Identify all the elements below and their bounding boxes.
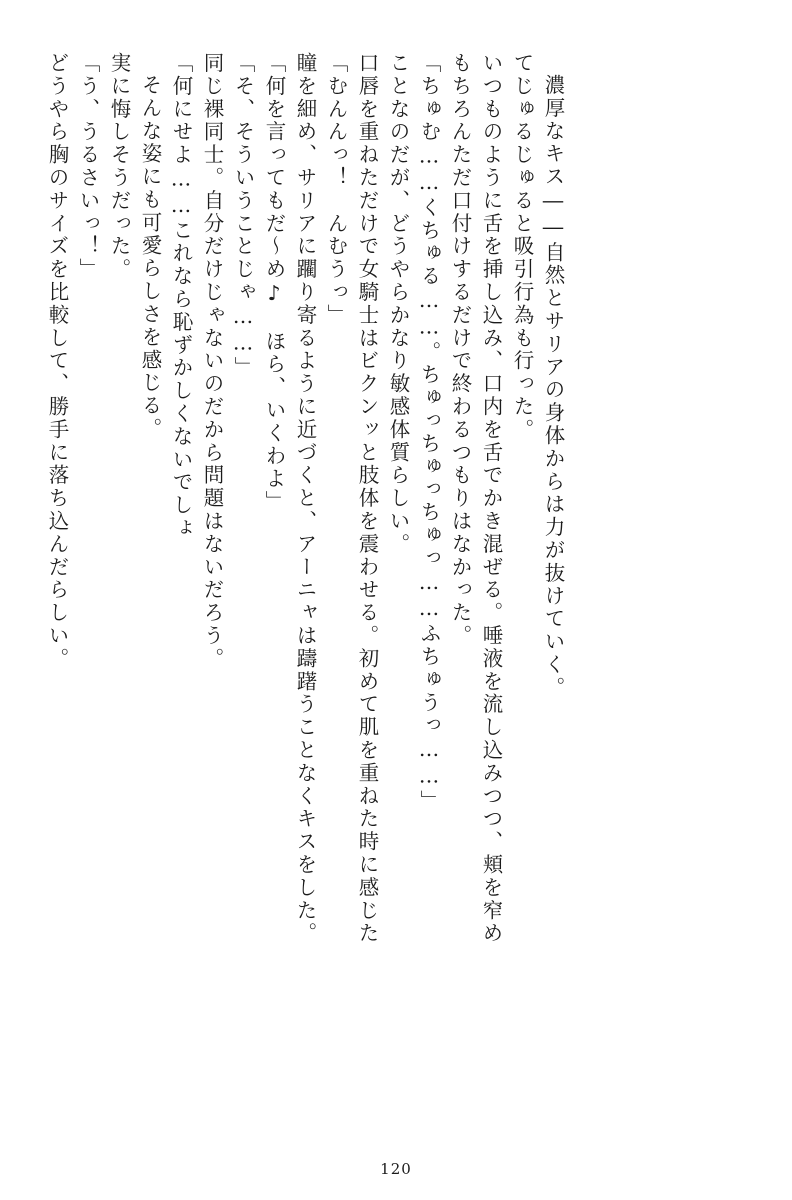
text-line: 口唇を重ねただけで女騎士はビクンッと肢体を震わせる。初めて肌を重ねた時に感じた bbox=[355, 52, 379, 946]
text-line: 同じ裸同士。自分だけじゃないのだから問題はないだろう。 bbox=[200, 52, 224, 671]
text-line: いつものように舌を挿し込み、口内を舌でかき混ぜる。唾液を流し込みつつ、頬を窄め bbox=[479, 52, 503, 946]
text-line: 「むんんっ！ んむうっ」 bbox=[324, 52, 348, 327]
text-line: 「何を言ってもだ～め♪ ほら、いくわよ」 bbox=[262, 52, 286, 514]
text-line: もちろんただ口付けするだけで終わるつもりはなかった。 bbox=[448, 52, 472, 648]
text-line: ことなのだが、どうやらかなり敏感体質らしい。 bbox=[386, 52, 410, 556]
page-number: 120 bbox=[380, 1160, 412, 1178]
text-line: 瞳を細め、サリアに躙り寄るように近づくと、アーニャは躊躇うことなくキスをした。 bbox=[293, 52, 317, 946]
text-line: てじゅるじゅると吸引行為も行った。 bbox=[510, 52, 534, 442]
text-line: 「ちゅむ……くちゅる……。ちゅっちゅっちゅっ……ふちゅうっ……」 bbox=[417, 52, 441, 813]
text-line: 「そ、そういうことじゃ……」 bbox=[231, 52, 255, 380]
text-line: 濃厚なキス――自然とサリアの身体からは力が抜けていく。 bbox=[541, 74, 565, 700]
text-line: 「何にせよ……これなら恥ずかしくないでしょ bbox=[169, 52, 193, 540]
text-line: 実に悔しそうだった。 bbox=[107, 52, 131, 281]
text-line: どうやら胸のサイズを比較して、勝手に落ち込んだらしい。 bbox=[45, 52, 69, 671]
vertical-text-block bbox=[36, 52, 756, 1132]
text-line: そんな姿にも可愛らしさを感じる。 bbox=[138, 74, 162, 441]
text-line: 「う、うるさいっ！」 bbox=[76, 52, 100, 281]
